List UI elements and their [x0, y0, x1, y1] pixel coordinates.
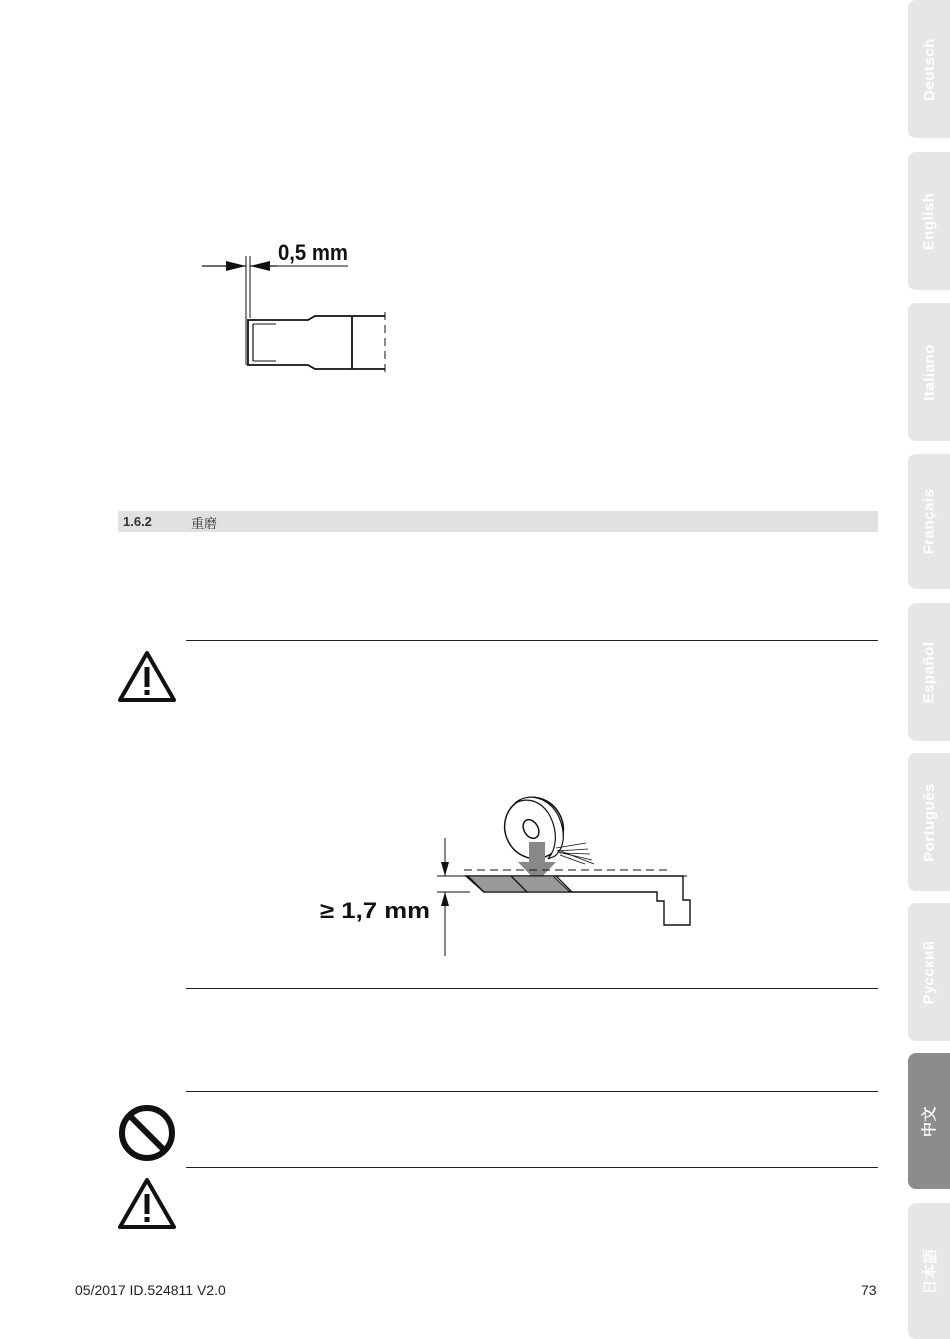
tab-portugues[interactable] [908, 753, 950, 891]
tab-label: Deutsch [920, 37, 938, 101]
dimension-label: 0,5 mm [278, 240, 348, 265]
tab-label: 中文 [921, 1105, 939, 1137]
prohibition-icon [118, 1104, 176, 1162]
divider [186, 640, 878, 641]
tab-label: 日本語 [921, 1247, 939, 1295]
tab-japanese[interactable] [908, 1203, 950, 1339]
tab-label: English [920, 192, 938, 250]
warning-icon [117, 1177, 177, 1231]
tab-espanol[interactable] [908, 603, 950, 741]
section-heading [118, 511, 878, 532]
page-number: 73 [861, 1282, 877, 1298]
tab-label: Русский [920, 939, 938, 1005]
tab-label: Italiano [920, 343, 938, 401]
tab-italiano[interactable] [908, 303, 950, 441]
section-number: 1.6.2 [123, 514, 152, 529]
tab-chinese[interactable] [908, 1053, 950, 1189]
tab-francais[interactable] [908, 454, 950, 589]
tab-label: Español [920, 641, 938, 703]
divider [186, 1167, 878, 1168]
divider [186, 988, 878, 989]
divider [186, 1091, 878, 1092]
footer-doc-id: 05/2017 ID.524811 V2.0 [75, 1282, 226, 1298]
tab-russian[interactable] [908, 903, 950, 1041]
tab-label: Português [920, 782, 938, 862]
section-title: 重磨 [191, 516, 218, 531]
dimension-label: ≥ 1,7 mm [320, 898, 430, 923]
tab-english[interactable] [908, 152, 950, 290]
tip-dimension-figure [195, 232, 400, 377]
regrinding-figure [310, 795, 700, 960]
warning-icon [117, 650, 177, 704]
tab-label: Français [920, 488, 938, 555]
tab-deutsch[interactable] [908, 0, 950, 138]
